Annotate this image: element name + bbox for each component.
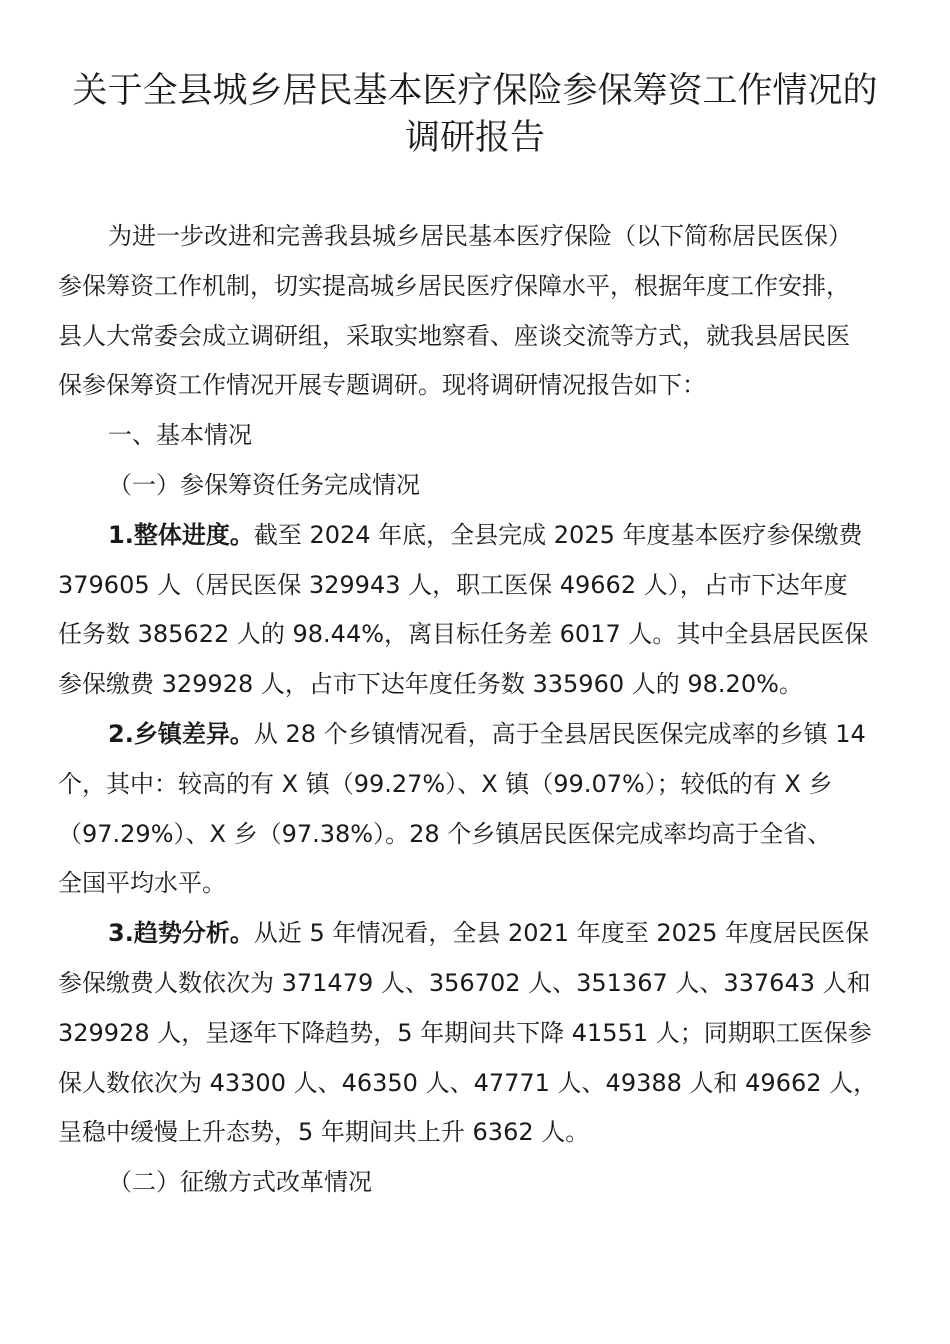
item-first-line (58, 909, 890, 959)
item-line: 379605 人（居民医保 329943 人，职工医保 49662 人），占市下达年度 (58, 570, 848, 599)
intro-paragraph (58, 212, 890, 411)
item-township-differences (58, 710, 890, 909)
item-line: 全国平均水平。 (58, 869, 226, 898)
item-text: 截至 2024 年底，全县完成 2025 年度基本医疗参保缴费 (253, 520, 863, 549)
intro-line: 县人大常委会成立调研组，采取实地察看、座谈交流等方式，就我县居民医 (58, 321, 850, 350)
item-line: 任务数 385622 人的 98.44%，离目标任务差 6017 人。其中全县居民医保 (58, 620, 869, 649)
item-lead-title: 2.乡镇差异。 (108, 719, 254, 748)
item-line: 参保缴费人数依次为 371479 人、356702 人、351367 人、337643 人和 (58, 968, 871, 997)
item-line: 个，其中：较高的有 X 镇（99.27%）、X 镇（99.07%）；较低的有 X 乡 (58, 769, 833, 798)
item-line: 呈稳中缓慢上升态势，5 年期间共上升 6362 人。 (58, 1118, 590, 1147)
item-line: （97.29%）、X 乡（97.38%）。28 个乡镇居民医保完成率均高于全省、 (58, 819, 832, 848)
item-first-line (58, 511, 890, 561)
intro-line: 保参保筹资工作情况开展专题调研。现将调研情况报告如下： (58, 371, 706, 400)
section-heading-basic-situation: 一、基本情况 (108, 421, 252, 450)
subsection-heading-collection-reform: （二）征缴方式改革情况 (108, 1168, 372, 1197)
document-title-line-1: 关于全县城乡居民基本医疗保险参保筹资工作情况的 (72, 71, 878, 111)
item-text: 从近 5 年情况看，全县 2021 年度至 2025 年度居民医保 (253, 919, 870, 948)
intro-line: 参保筹资工作机制，切实提高城乡居民医疗保障水平，根据年度工作安排， (58, 271, 850, 300)
document-title-line-2: 调研报告 (404, 118, 545, 158)
item-line: 保人数依次为 43300 人、46350 人、47771 人、49388 人和 49662 人， (58, 1068, 878, 1097)
subsection-heading-task-completion: （一）参保筹资任务完成情况 (108, 470, 420, 499)
document-body (58, 212, 890, 1208)
item-trend-analysis (58, 909, 890, 1158)
item-overall-progress (58, 511, 890, 710)
item-lead-title: 3.趋势分析。 (108, 919, 254, 948)
item-lead-title: 1.整体进度。 (108, 520, 254, 549)
item-line: 329928 人，呈逐年下降趋势，5 年期间共下降 41551 人；同期职工医保参 (58, 1018, 872, 1047)
intro-line: 为进一步改进和完善我县城乡居民基本医疗保险（以下简称居民医保） (108, 222, 852, 250)
item-first-line (58, 710, 890, 760)
item-text: 从 28 个乡镇情况看，高于全县居民医保完成率的乡镇 14 (253, 719, 866, 748)
item-line: 参保缴费 329928 人，占市下达年度任务数 335960 人的 98.20%。 (58, 670, 803, 699)
